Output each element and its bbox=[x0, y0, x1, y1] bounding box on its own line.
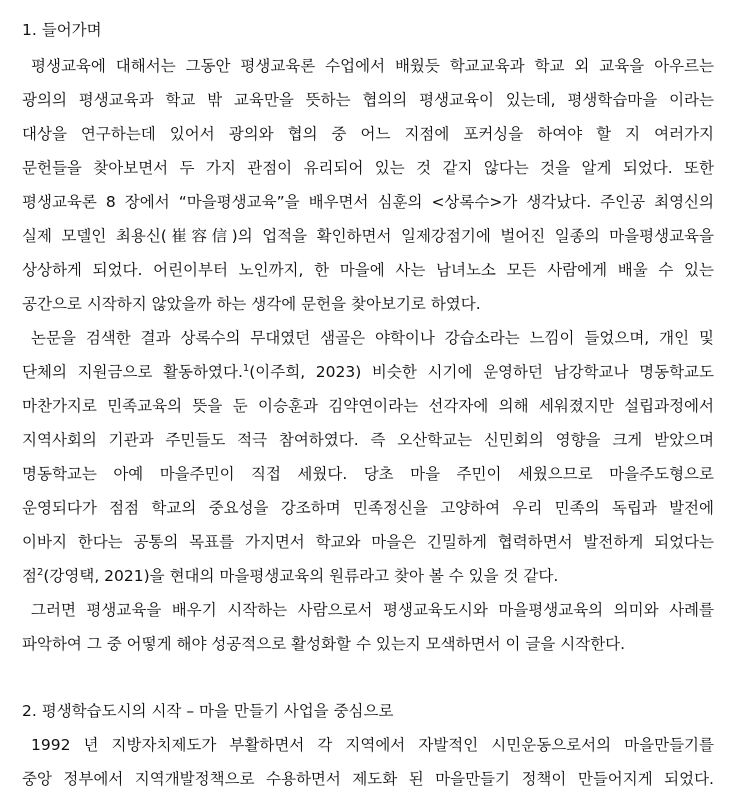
paragraph-line: 논문을 검색한 결과 상록수의 무대였던 샘골은 야학이나 강습소라는 느낌이 들었으며, 개인 및 bbox=[31, 329, 714, 347]
paragraph-text: (이주희, 2023) 비슷한 시기에 운영하던 남강학교나 명동학교도 bbox=[249, 363, 714, 381]
section-1-heading: 1. 들어가며 bbox=[22, 21, 102, 39]
paragraph-line: 1992 년 지방자치제도가 부활하면서 각 지역에서 자발적인 시민운동으로서의 마을만들기를 bbox=[31, 736, 714, 754]
paragraph-line: 공간으로 시작하지 않았을까 하는 생각에 문헌을 찾아보기로 하였다. bbox=[22, 295, 481, 313]
section-2-heading: 2. 평생학습도시의 시작 – 마을 만들기 사업을 중심으로 bbox=[22, 702, 394, 720]
footnote-ref-2[interactable]: 2 bbox=[36, 567, 44, 578]
paragraph-line: 대상을 연구하는데 있어서 광의와 협의 중 어느 지점에 포커싱을 하여야 할 지 여러가지 bbox=[22, 125, 714, 143]
paragraph-line-with-footnote bbox=[22, 355, 714, 389]
paragraph-line: 문헌들을 찾아보면서 두 가지 관점이 유리되어 있는 것 같지 않다는 것을 알게 되었다. 또한 bbox=[22, 159, 714, 177]
paragraph-line-with-footnote bbox=[22, 559, 714, 593]
paragraph-line: 광의의 평생교육과 학교 밖 교육만을 뜻하는 협의의 평생교육이 있는데, 평생학습마을 이라는 bbox=[22, 91, 714, 109]
paragraph-line: 운영되다가 점점 학교의 중요성을 강조하며 민족정신을 고양하여 우리 민족의 독립과 발전에 bbox=[22, 499, 714, 517]
paragraph-line: 중앙 정부에서 지역개발정책으로 수용하면서 제도화 된 마을만들기 정책이 만들어지게 되었다. bbox=[22, 770, 714, 788]
paragraph-line: 실제 모델인 최용신(崔容信)의 업적을 확인하면서 일제강점기에 벌어진 일종의 마을평생교육을 bbox=[22, 227, 714, 245]
paragraph-line: 그러면 평생교육을 배우기 시작하는 사람으로서 평생교육도시와 마을평생교육의 의미와 사례를 bbox=[31, 601, 714, 619]
paragraph-line: 지역사회의 기관과 주민들도 적극 참여하였다. 즉 오산학교는 신민회의 영향을 크게 받았으며 bbox=[22, 431, 714, 449]
paragraph-text: 점 bbox=[22, 567, 37, 585]
paragraph-line: 평생교육에 대해서는 그동안 평생교육론 수업에서 배웠듯 학교교육과 학교 외 교육을 아우르는 bbox=[31, 57, 714, 75]
paragraph-text: 단체의 지원금으로 활동하였다. bbox=[22, 363, 243, 381]
paragraph-line: 상상하게 되었다. 어린이부터 노인까지, 한 마을에 사는 남녀노소 모든 사람에게 배울 수 있는 bbox=[22, 261, 714, 279]
paragraph-line: 파악하여 그 중 어떻게 해야 성공적으로 활성화할 수 있는지 모색하면서 이 글을 시작한다. bbox=[22, 635, 626, 653]
paragraph-text: (강영택, 2021)을 현대의 마을평생교육의 원류라고 찾아 볼 수 있을 것 같다. bbox=[43, 567, 559, 585]
paragraph-line: 마찬가지로 민족교육의 뜻을 둔 이승훈과 김약연이라는 선각자에 의해 세워졌지만 설립과정에서 bbox=[22, 397, 714, 415]
paragraph-line: 명동학교는 아예 마을주민이 직접 세웠다. 당초 마을 주민이 세웠으므로 마을주도형으로 bbox=[22, 465, 714, 483]
paragraph-line: 이바지 한다는 공통의 목표를 가지면서 학교와 마을은 긴밀하게 협력하면서 발전하게 되었다는 bbox=[22, 533, 714, 551]
paragraph-line: 평생교육론 8 장에서 “마을평생교육”을 배우면서 심훈의 <상록수>가 생각났다. 주인공 최영신의 bbox=[22, 193, 714, 211]
footnote-ref-1[interactable]: 1 bbox=[242, 363, 250, 374]
